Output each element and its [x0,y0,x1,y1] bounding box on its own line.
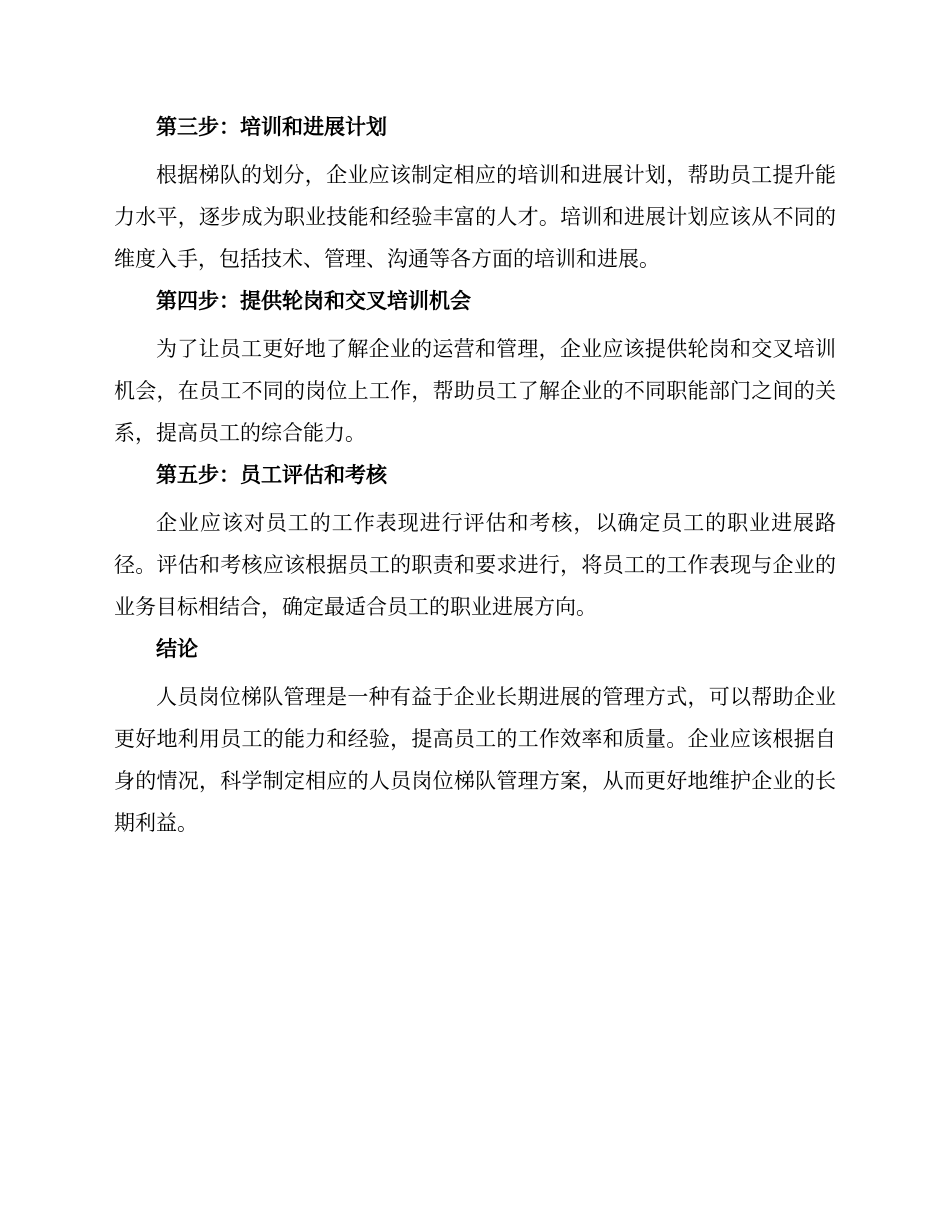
section-step-three [114,112,836,280]
section-heading: 结论 [156,637,198,661]
section-paragraph: 为了让员工更好地了解企业的运营和管理，企业应该提供轮岗和交叉培训机会，在员工不同的岗位上工作，帮助员工了解企业的不同职能部门之间的关系，提高员工的综合能力。 [114,337,836,445]
section-heading: 第三步：培训和进展计划 [156,115,387,139]
section-heading: 第四步：提供轮岗和交叉培训机会 [156,289,471,313]
section-step-five [114,460,836,628]
section-conclusion [114,634,836,844]
section-paragraph: 根据梯队的划分，企业应该制定相应的培训和进展计划，帮助员工提升能力水平，逐步成为职业技能和经验丰富的人才。培训和进展计划应该从不同的维度入手，包括技术、管理、沟通等各方面的培训和进展。 [114,163,836,271]
section-paragraph: 人员岗位梯队管理是一种有益于企业长期进展的管理方式，可以帮助企业更好地利用员工的能力和经验，提高员工的工作效率和质量。企业应该根据自身的情况，科学制定相应的人员岗位梯队管理方案，从而更好地维护企业的长期利益。 [114,685,836,835]
section-step-four [114,286,836,454]
section-heading: 第五步：员工评估和考核 [156,463,387,487]
section-paragraph: 企业应该对员工的工作表现进行评估和考核，以确定员工的职业进展路径。评估和考核应该根据员工的职责和要求进行，将员工的工作表现与企业的业务目标相结合，确定最适合员工的职业进展方向。 [114,511,836,619]
